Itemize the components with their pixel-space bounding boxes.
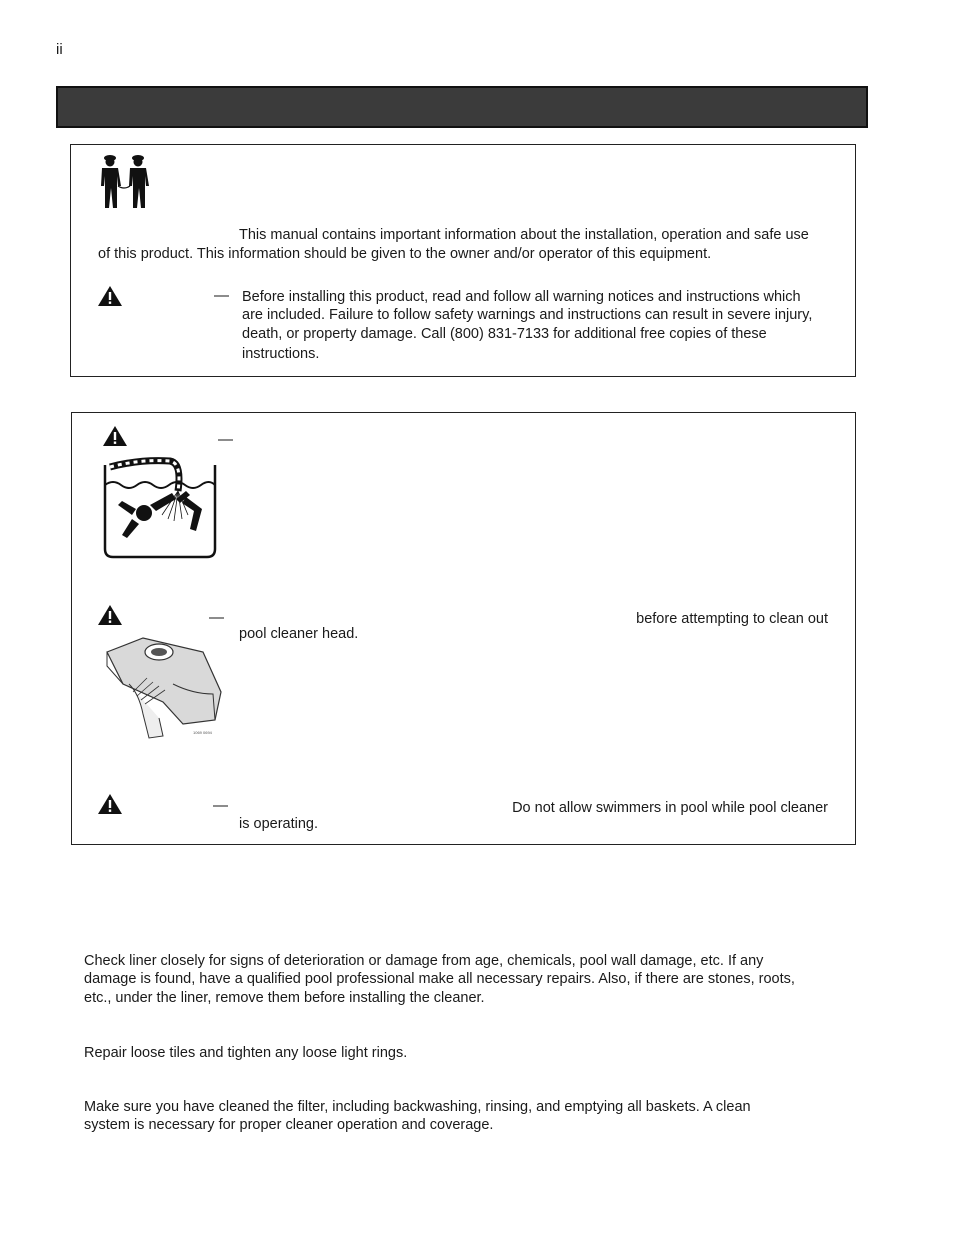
warning-triangle-icon: [102, 425, 128, 447]
warning-3-line-2: is operating.: [239, 816, 318, 832]
warning-dash: —: [218, 431, 233, 448]
warning-line-3: death, or property damage. Call (800) 831-7133 for additional free copies of these: [242, 326, 767, 342]
section-title-bar: [56, 86, 868, 128]
figure-code: 1069 0694: [193, 730, 212, 735]
warning-line-4: instructions.: [242, 346, 320, 362]
intro-line-1: This manual contains important information about the installation, operation and safe use: [239, 227, 809, 243]
cleaner-head-illustration: [103, 632, 223, 744]
warning-3-line-1: Do not allow swimmers in pool while pool cleaner: [512, 800, 828, 816]
workers-icon: [96, 152, 154, 210]
warning-triangle-icon: [97, 793, 123, 815]
swimmer-entrapment-icon: [102, 457, 218, 559]
warning-triangle-icon: [97, 604, 123, 626]
liner-paragraph-line-1: Check liner closely for signs of deterioration or damage from age, chemicals, pool wall damage, etc. If any: [84, 953, 764, 969]
filter-paragraph-line-1: Make sure you have cleaned the filter, including backwashing, rinsing, and emptying all baskets. A clean: [84, 1099, 751, 1115]
liner-paragraph-line-2: damage is found, have a qualified pool professional make all necessary repairs. Also, if there are stones, roots,: [84, 971, 795, 987]
tiles-paragraph: Repair loose tiles and tighten any loose light rings.: [84, 1045, 408, 1061]
liner-paragraph-line-3: etc., under the liner, remove them before installing the cleaner.: [84, 990, 485, 1006]
warning-dash: —: [209, 609, 224, 626]
warning-dash: —: [213, 797, 228, 814]
warning-2-line-1: before attempting to clean out: [636, 611, 828, 627]
warning-line-2: are included. Failure to follow safety warnings and instructions can result in severe injury,: [242, 307, 813, 323]
filter-paragraph-line-2: system is necessary for proper cleaner operation and coverage.: [84, 1117, 494, 1133]
intro-line-2: of this product. This information should be given to the owner and/or operator of this equipment.: [98, 246, 712, 262]
warning-line-1: Before installing this product, read and follow all warning notices and instructions which: [242, 289, 801, 305]
warning-dash: —: [214, 287, 229, 304]
warning-2-line-2: pool cleaner head.: [239, 626, 359, 642]
page-number: ii: [56, 41, 63, 58]
warning-triangle-icon: [97, 285, 123, 307]
